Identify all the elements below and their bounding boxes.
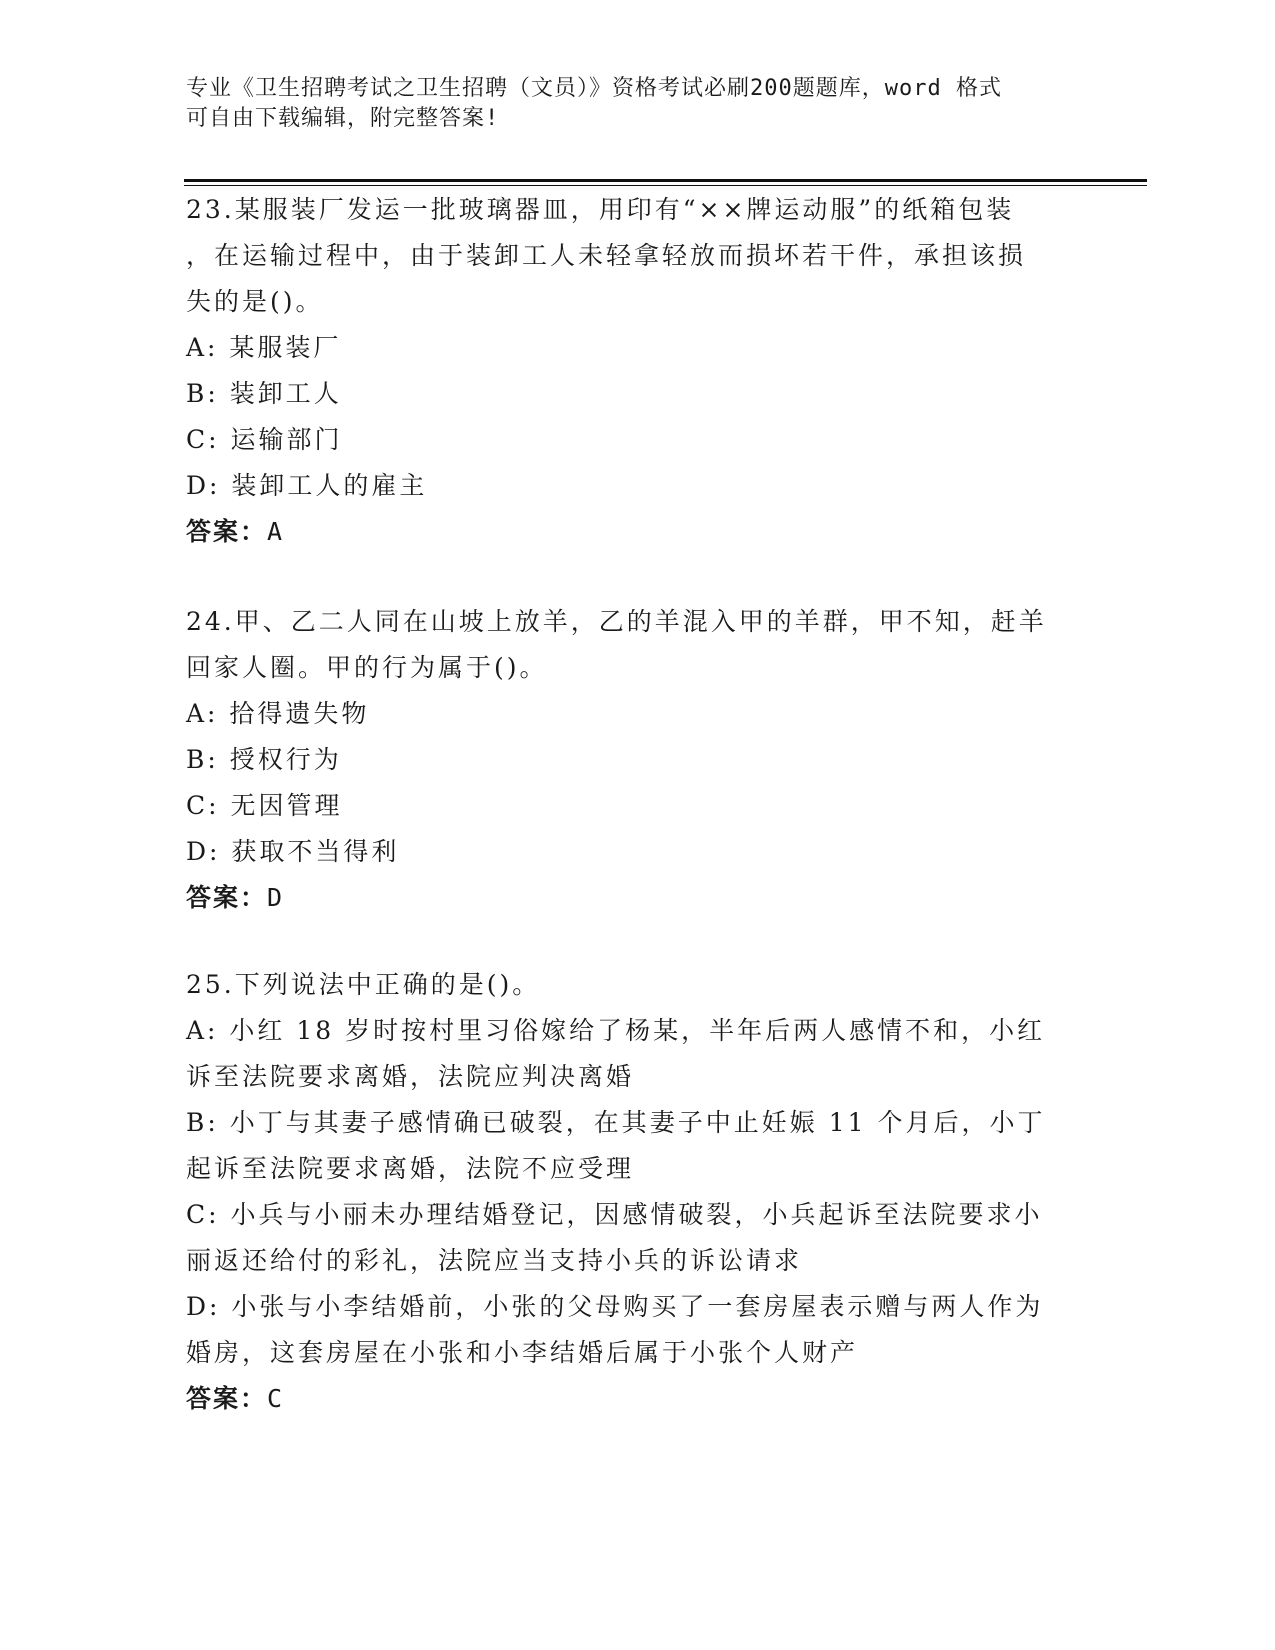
option-b: B: 小丁与其妻子感情确已破裂，在其妻子中止妊娠 11 个月后，小丁 [186, 1108, 1046, 1137]
answer-value: D [267, 883, 284, 912]
answer-label: 答案： [186, 1384, 268, 1413]
option-c: C: 小兵与小丽未办理结婚登记，因感情破裂，小兵起诉至法院要求小 [186, 1200, 1043, 1229]
answer-line [186, 1376, 1066, 1422]
option-d-continued: 婚房，这套房屋在小张和小李结婚后属于小张个人财产 [186, 1338, 859, 1367]
option-d: D: 装卸工人的雇主 [186, 471, 428, 500]
question-stem-line: 24.甲、乙二人同在山坡上放羊，乙的羊混入甲的羊群，甲不知，赶羊 [186, 607, 1047, 636]
answer-label: 答案： [186, 883, 268, 912]
question-stem-line: 23.某服装厂发运一批玻璃器皿，用印有“××牌运动服”的纸箱包装 [186, 195, 1015, 224]
answer-line [186, 509, 1066, 555]
option-d: D: 小张与小李结婚前，小张的父母购买了一套房屋表示赠与两人作为 [186, 1292, 1044, 1321]
option-b: B: 装卸工人 [186, 379, 342, 408]
option-c: C: 运输部门 [186, 425, 343, 454]
answer-line [186, 875, 1066, 921]
option-a: A: 小红 18 岁时按村里习俗嫁给了杨某，半年后两人感情不和，小红 [186, 1016, 1046, 1045]
question-stem-line: 25.下列说法中正确的是()。 [186, 970, 541, 999]
option-c-continued: 丽返还给付的彩礼，法院应当支持小兵的诉讼请求 [186, 1246, 803, 1275]
answer-label: 答案： [186, 517, 268, 546]
question-stem-line: 失的是()。 [186, 287, 324, 316]
header-divider-thin [184, 185, 1147, 186]
header-line-1: 专业《卫生招聘考试之卫生招聘（文员）》资格考试必刷200题题库，word 格式 [186, 76, 1002, 101]
question-23 [186, 187, 1066, 555]
option-b-continued: 起诉至法院要求离婚，法院不应受理 [186, 1154, 635, 1183]
answer-value: C [267, 1384, 284, 1413]
question-25 [186, 962, 1066, 1422]
question-stem-line: ，在运输过程中，由于装卸工人未轻拿轻放而损坏若干件，承担该损 [186, 241, 1027, 270]
document-header [186, 74, 1086, 134]
question-24 [186, 599, 1066, 921]
answer-value: A [267, 517, 284, 546]
option-a: A: 某服装厂 [186, 333, 342, 362]
header-line-2: 可自由下载编辑，附完整答案! [186, 106, 500, 131]
option-c: C: 无因管理 [186, 791, 343, 820]
header-divider-thick [184, 179, 1147, 182]
option-a: A: 拾得遗失物 [186, 699, 370, 728]
question-stem-line: 回家人圈。甲的行为属于()。 [186, 653, 548, 682]
option-d: D: 获取不当得利 [186, 837, 400, 866]
option-a-continued: 诉至法院要求离婚，法院应判决离婚 [186, 1062, 635, 1091]
option-b: B: 授权行为 [186, 745, 342, 774]
